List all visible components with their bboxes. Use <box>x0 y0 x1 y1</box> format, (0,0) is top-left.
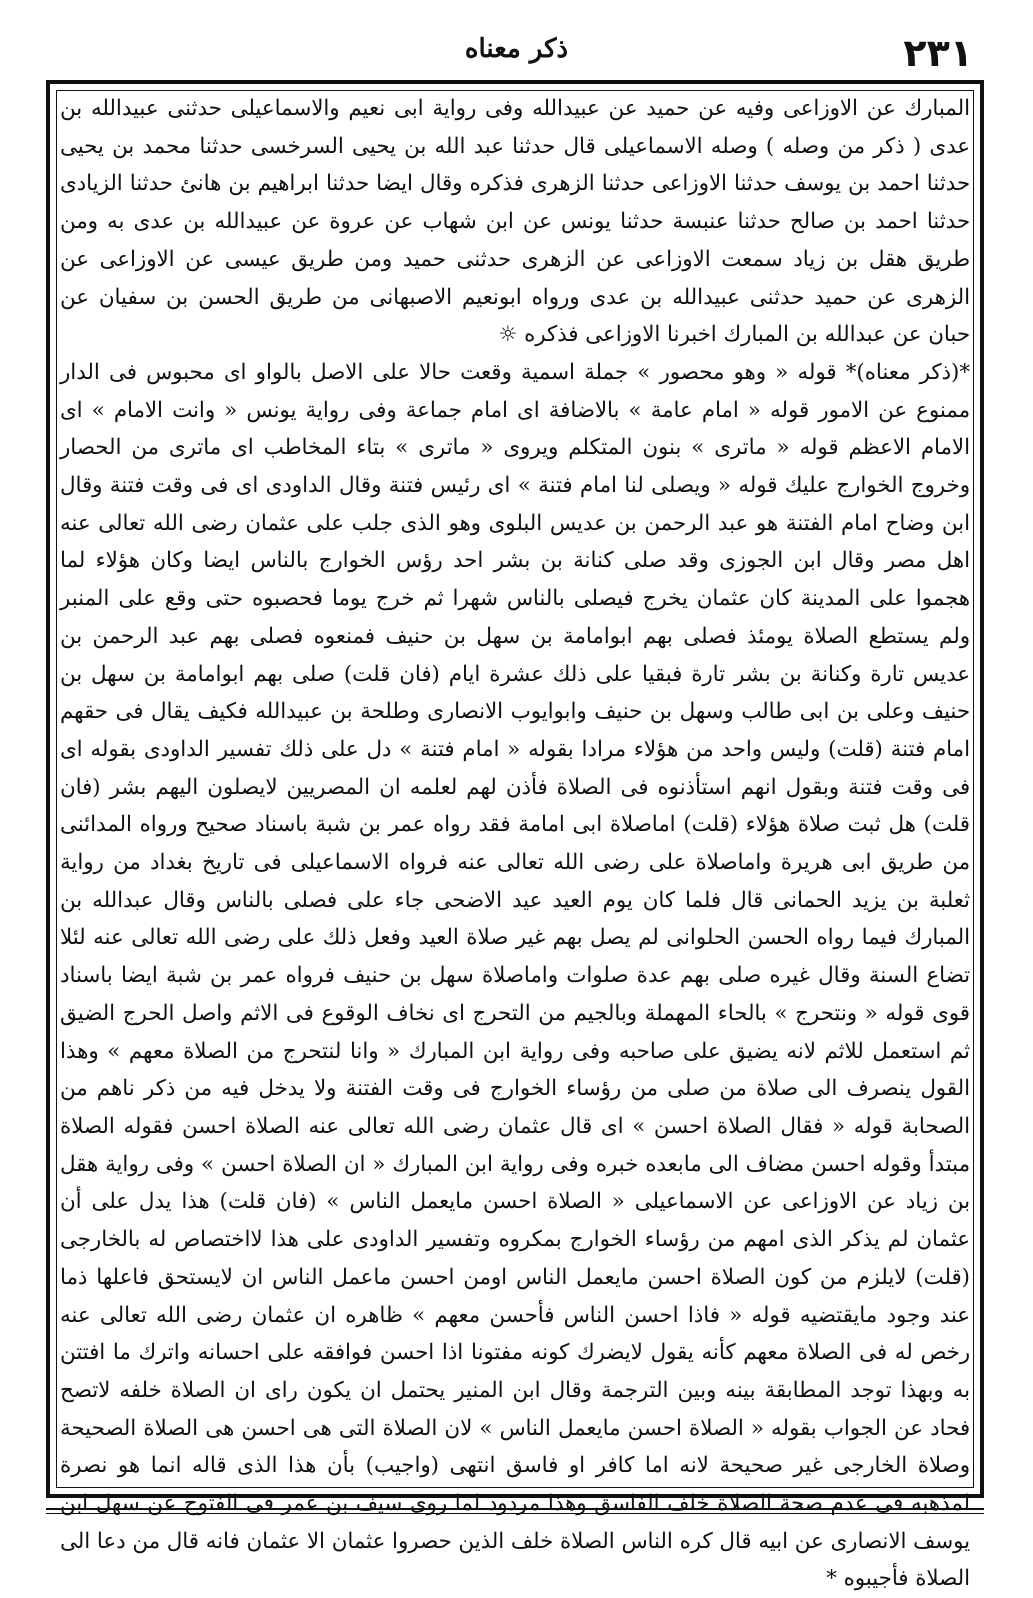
paragraph-chain-of-narration: المبارك عن الاوزاعى وفيه عن حميد عن عبيدالله وفى رواية ابى نعيم والاسماعيلى حدثنى عبيدالله بن عدى ( ذكر من وصله ) وصله الاسماعيلى قال حدثنا عبد الله بن يحيى السرخسى حدثنا محمد بن يحيى حدثنا احمد بن يوسف حدثنا الاوزاعى حدثنا الزهرى فذكره وقال ايضا حدثنا ابراهيم بن هانئ حدثنا الزيادى حدثنا احمد بن صالح حدثنا عنبسة حدثنا يونس عن ابن شهاب عن عروة عن عبيدالله بن عدى به ومن طريق هقل بن زياد سمعت الاوزاعى عن الزهرى حدثنى حميد ومن طريق عيسى عن الاوزاعى عن الزهرى عن حميد حدثنى عبيدالله بن عدى ورواه ابونعيم الاصبهانى من طريق الحسن بن سفيان عن حبان عن عبدالله بن المبارك اخبرنا الاوزاعى فذكره ☼ <box>60 96 970 348</box>
body-text <box>60 90 970 1598</box>
paragraph-meaning-commentary: *(ذكر معناه)* قوله « وهو محصور » جملة اسمية وقعت حالا على الاصل بالواو اى محبوس فى الدار ممنوع عن الامور قوله « امام عامة » بالاضافة اى امام جماعة وفى رواية يونس « وانت الامام » اى الامام الاعظم قوله « ماترى » بنون المتكلم ويروى « ماترى » بتاء المخاطب اى ماترى من الحصار وخروج الخوارج عليك قوله « ويصلى لنا امام فتنة » اى رئيس فتنة وقال الداودى اى فى وقت فتنة وقال ابن وضاح امام الفتنة هو عبد الرحمن بن عديس البلوى وهو الذى جلب على عثمان رضى الله تعالى عنه اهل مصر وقال ابن الجوزى وقد صلى كنانة بن بشر احد رؤس الخوارج بالناس ايضا وكان هؤلاء لما هجموا على المدينة كان عثمان يخرج فيصلى بالناس شهرا ثم خرج يوما فحصبوه حتى وقع على المنبر ولم يستطع الصلاة يومئذ فصلى بهم ابوامامة بن سهل بن حنيف فمنعوه فصلى بهم عبد الرحمن بن عديس تارة وكنانة بن بشر تارة فبقيا على ذلك عشرة ايام (فان قلت) صلى بهم ابوامامة بن سهل بن حنيف وعلى بن ابى طالب وسهل بن حنيف وابوايوب الانصارى وطلحة بن عبيدالله فكيف يقال فى حقهم امام فتنة (قلت) وليس واحد من هؤلاء مرادا بقوله « امام فتنة » دل على ذلك تفسير الداودى بقوله اى فى وقت فتنة وبقول انهم استأذنوه فى الصلاة فأذن لهم لعلمه ان المصريين لايصلون اليهم بشر (فان قلت) هل ثبت صلاة هؤلاء (قلت) اماصلاة ابى امامة فقد رواه عمر بن شبة باسناد صحيح ورواه المدائنى من طريق ابى هريرة واماصلاة على رضى الله تعالى عنه فرواه الاسماعيلى فى تاريخ بغداد من رواية ثعلبة بن يزيد الحمانى قال فلما كان يوم العيد عيد الاضحى جاء على فصلى بالناس وقال عبدالله بن المبارك فيما رواه الحسن الحلوانى لم يصل بهم غير صلاة العيد وفعل ذلك على رضى الله تعالى عنه لئلا تضاع السنة وقال غيره صلى بهم عدة صلوات واماصلاة سهل بن حنيف فرواه عمر بن شبة ايضا باسناد قوى قوله « ونتحرج » بالحاء المهملة وبالجيم من التحرج اى نخاف الوقوع فى الاثم واصل الحرج الضيق ثم استعمل للاثم لانه يضيق على صاحبه وفى رواية ابن المبارك « وانا لنتحرج من الصلاة معهم » وهذا القول ينصرف الى صلاة من صلى من رؤساء الخوارج فى وقت الفتنة ولا يدخل فيه من ذكر ناهم من الصحابة قوله « فقال الصلاة احسن » اى قال عثمان رضى الله تعالى عنه الصلاة احسن فقوله الصلاة مبتدأ وقوله احسن مضاف الى مابعده خبره وفى رواية ابن المبارك « ان الصلاة احسن » وفى رواية هقل بن زياد عن الاوزاعى عن الاسماعيلى « الصلاة احسن مايعمل الناس » (فان قلت) هذا يدل على أن عثمان لم يذكر الذى امهم من رؤساء الخوارج بمكروه وتفسير الداودى على هذا لااختصاص له بالخارجى (قلت) لايلزم من كون الصلاة احسن مايعمل الناس اومن احسن ماعمل الناس ان لايستحق فاعلها ذما عند وجود مايقتضيه قوله « فاذا احسن الناس فأحسن معهم » ظاهره ان عثمان رضى الله تعالى عنه رخص له فى الصلاة معهم كأنه يقول لايضرك كونه مفتونا اذا احسن فوافقه على احسانه واترك ما افتتن به وبهذا توجد المطابقة بينه وبين الترجمة وقال ابن المنير يحتمل ان يكون راى ان الصلاة خلفه لاتصح فحاد عن الجواب بقوله « الصلاة احسن مايعمل الناس » لان الصلاة التى هى احسن هى الصلاة الصحيحة وصلاة الخارجى غير صحيحة لانه اما كافر او فاسق انتهى (واجيب) بأن هذا الذى قاله انما هو نصرة لمذهبه فى عدم صحة الصلاة خلف الفاسق وهذا مردود لما روى سيف بن عمر فى الفتوح عن سهل ابن يوسف الانصارى عن ابيه قال كره الناس الصلاة خلف الذين حصروا عثمان الا عثمان فانه قال من دعا الى الصلاة فأجيبوه * <box>60 359 971 1592</box>
text-frame <box>46 80 984 1592</box>
page-header <box>60 28 973 78</box>
bottom-rule-thick <box>46 1508 984 1510</box>
page-number: ٢٣١ <box>903 31 973 75</box>
running-title: ذكر معناه <box>464 34 569 64</box>
bottom-rule-thin <box>46 1513 984 1514</box>
